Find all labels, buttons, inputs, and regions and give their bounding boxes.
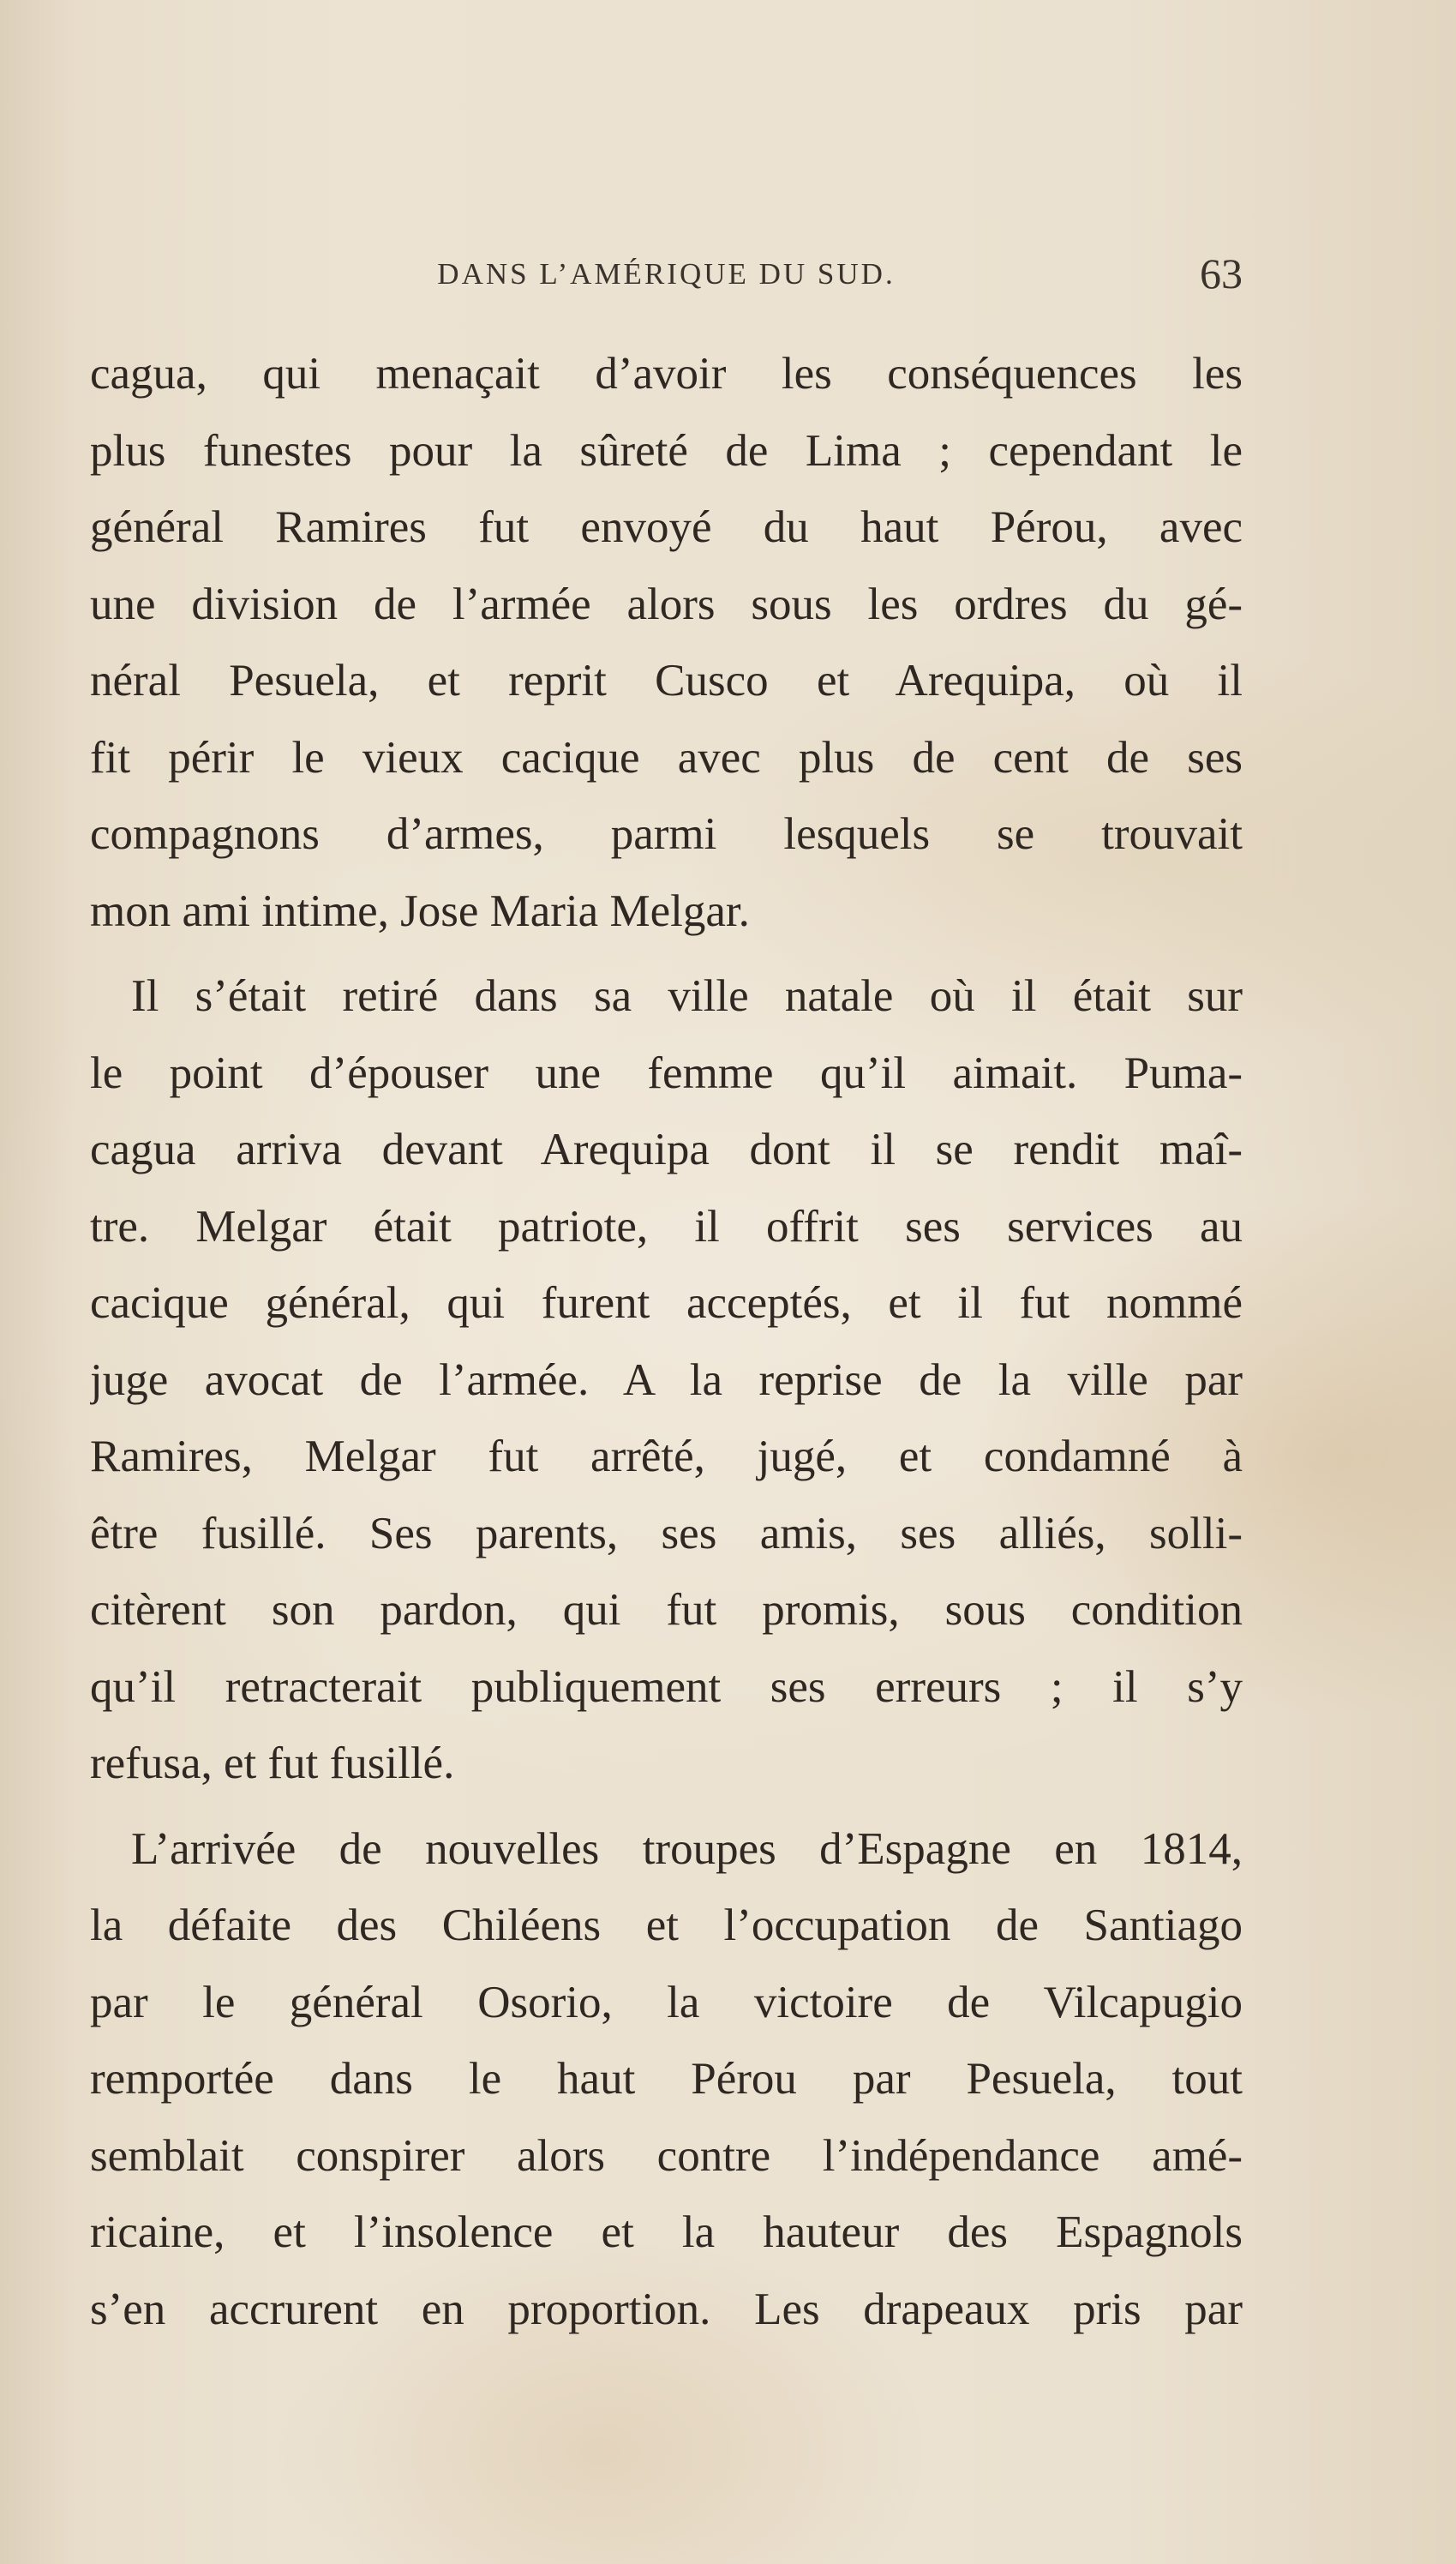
text-line: Ramires, Melgar fut arrêté, jugé, et condamné à: [90, 1432, 1243, 1481]
running-title: DANS L’AMÉRIQUE DU SUD.: [437, 257, 896, 291]
text-line: semblait conspirer alors contre l’indépendance amé-: [90, 2130, 1243, 2181]
text-line: ricaine, et l’insolence et la hauteur des Espagnols: [90, 2207, 1243, 2257]
text-line: tre. Melgar était patriote, il offrit ses services au: [90, 1201, 1243, 1252]
text-line: une division de l’armée alors sous les ordres du gé-: [90, 579, 1243, 629]
text-line: juge avocat de l’armée. A la reprise de la ville par: [90, 1354, 1243, 1405]
text-line: plus funestes pour la sûreté de Lima ; cependant le: [90, 425, 1243, 476]
text-line: L’arrivée de nouvelles troupes d’Espagne en 1814,: [131, 1823, 1243, 1874]
text-line: la défaite des Chiléens et l’occupation de Santiago: [90, 1900, 1243, 1950]
text-line: néral Pesuela, et reprit Cusco et Arequipa, où il: [90, 656, 1243, 706]
text-line: refusa, et fut fusillé.: [90, 1738, 455, 1788]
text-line: cacique général, qui furent acceptés, et il fut nommé: [90, 1278, 1243, 1328]
text-line: qu’il retracterait publiquement ses erreurs ; il s’y: [90, 1661, 1243, 1712]
text-line: remportée dans le haut Pérou par Pesuela, tout: [90, 2054, 1243, 2104]
text-line: par le général Osorio, la victoire de Vilcapugio: [90, 1977, 1243, 2027]
text-line: mon ami intime, Jose Maria Melgar.: [90, 886, 750, 936]
running-head: [90, 240, 1243, 309]
page-number: 63: [1200, 249, 1243, 297]
text-line: citèrent son pardon, qui fut promis, sous condition: [90, 1585, 1243, 1635]
text-line: être fusillé. Ses parents, ses amis, ses alliés, solli-: [90, 1508, 1243, 1558]
body-text: [90, 336, 1243, 2348]
text-line: cagua arriva devant Arequipa dont il se rendit maî-: [90, 1125, 1243, 1174]
text-line: Il s’était retiré dans sa ville natale où il était sur: [131, 971, 1243, 1021]
text-line: s’en accrurent en proportion. Les drapeaux pris par: [90, 2284, 1243, 2334]
text-line: général Ramires fut envoyé du haut Pérou, avec: [90, 502, 1243, 552]
text-line: fit périr le vieux cacique avec plus de cent de ses: [90, 732, 1243, 783]
text-line: le point d’épouser une femme qu’il aimait. Puma-: [90, 1048, 1243, 1098]
text-line: compagnons d’armes, parmi lesquels se trouvait: [90, 809, 1243, 859]
text-line: cagua, qui menaçait d’avoir les conséquences les: [90, 349, 1243, 399]
